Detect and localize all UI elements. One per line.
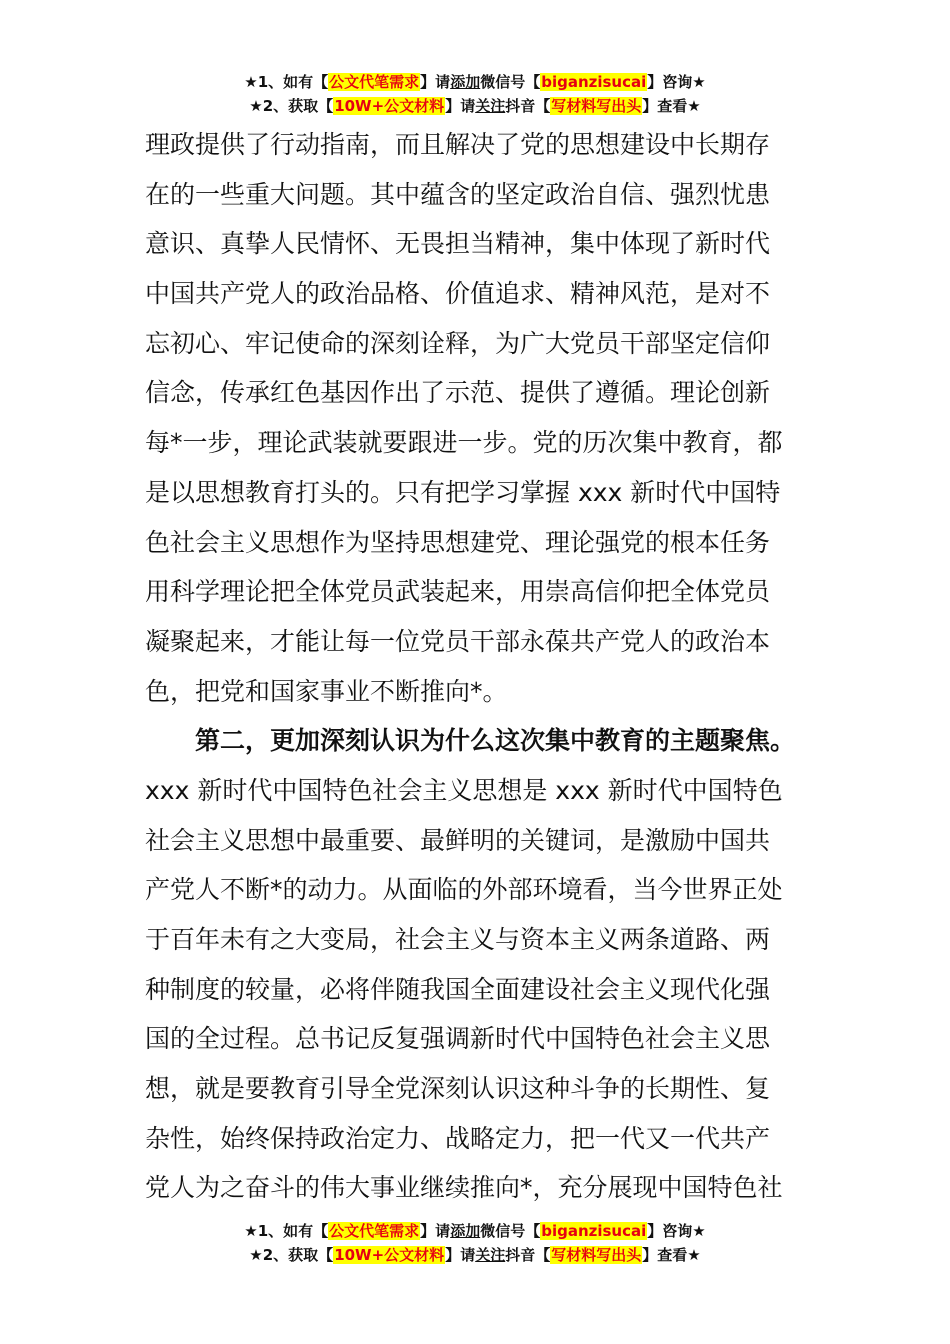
body-line: 意识、真挚人民情怀、无畏担当精神，集中体现了新时代 bbox=[145, 229, 771, 259]
highlight-service: 公文代笔需求 bbox=[329, 73, 420, 91]
body-line: 色，把党和国家事业不断推向*。 bbox=[145, 676, 508, 706]
body-line: 产党人不断*的动力。从面临的外部环境看，当今世界正处 bbox=[145, 875, 783, 905]
highlight-materials: 10W+公文材料 bbox=[334, 1246, 445, 1264]
body-line: 种制度的较量，必将伴随我国全面建设社会主义现代化强 bbox=[145, 974, 771, 1004]
body-line: 是以思想教育打头的。只有把学习掌握 xxx 新时代中国特 bbox=[145, 477, 781, 507]
footer-banner bbox=[0, 1219, 950, 1267]
banner-line-2: ★2、获取【10W+公文材料】请关注抖音【写材料写出头】查看★ bbox=[249, 1246, 701, 1264]
highlight-wechat-id: biganzisucai bbox=[541, 1222, 647, 1240]
body-line: 想，就是要教育引导全党深刻认识这种斗争的长期性、复 bbox=[145, 1074, 771, 1104]
body-line: 杂性，始终保持政治定力、战略定力，把一代又一代共产 bbox=[145, 1123, 771, 1153]
highlight-douyin: 写材料写出头 bbox=[551, 1246, 642, 1264]
highlight-douyin: 写材料写出头 bbox=[551, 97, 642, 115]
banner-line-2: ★2、获取【10W+公文材料】请关注抖音【写材料写出头】查看★ bbox=[249, 97, 701, 115]
banner-line-1: ★1、如有【公文代笔需求】请添加微信号【biganzisucai】咨询★ bbox=[244, 73, 706, 91]
body-line: 用科学理论把全体党员武装起来，用崇高信仰把全体党员 bbox=[145, 577, 771, 607]
section-heading: 第二，更加深刻认识为什么这次集中教育的主题聚焦。 bbox=[195, 726, 796, 756]
document-body bbox=[145, 120, 815, 1213]
body-line: 中国共产党人的政治品格、价值追求、精神风范，是对不 bbox=[145, 279, 771, 309]
body-line: 每*一步，理论武装就要跟进一步。党的历次集中教育，都 bbox=[145, 428, 783, 458]
body-line: 党人为之奋斗的伟大事业继续推向*，充分展现中国特色社 bbox=[145, 1173, 783, 1203]
body-line: 色社会主义思想作为坚持思想建党、理论强党的根本任务 bbox=[145, 527, 771, 557]
body-line: 在的一些重大问题。其中蕴含的坚定政治自信、强烈忧患 bbox=[145, 179, 771, 209]
body-line: xxx 新时代中国特色社会主义思想是 xxx 新时代中国特色 bbox=[145, 775, 783, 805]
body-line: 理政提供了行动指南，而且解决了党的思想建设中长期存 bbox=[145, 130, 771, 159]
body-line: 忘初心、牢记使命的深刻诠释，为广大党员干部坚定信仰 bbox=[145, 328, 771, 358]
body-line: 信念，传承红色基因作出了示范、提供了遵循。理论创新 bbox=[145, 378, 771, 408]
highlight-materials: 10W+公文材料 bbox=[334, 97, 445, 115]
body-line: 国的全过程。总书记反复强调新时代中国特色社会主义思 bbox=[145, 1024, 771, 1054]
highlight-service: 公文代笔需求 bbox=[329, 1222, 420, 1240]
body-line: 凝聚起来，才能让每一位党员干部永葆共产党人的政治本 bbox=[145, 626, 771, 656]
header-banner bbox=[0, 70, 950, 118]
body-line: 社会主义思想中最重要、最鲜明的关键词，是激励中国共 bbox=[145, 825, 771, 855]
body-line: 于百年未有之大变局，社会主义与资本主义两条道路、两 bbox=[145, 925, 771, 954]
banner-line-1: ★1、如有【公文代笔需求】请添加微信号【biganzisucai】咨询★ bbox=[244, 1222, 706, 1240]
highlight-wechat-id: biganzisucai bbox=[541, 73, 647, 91]
